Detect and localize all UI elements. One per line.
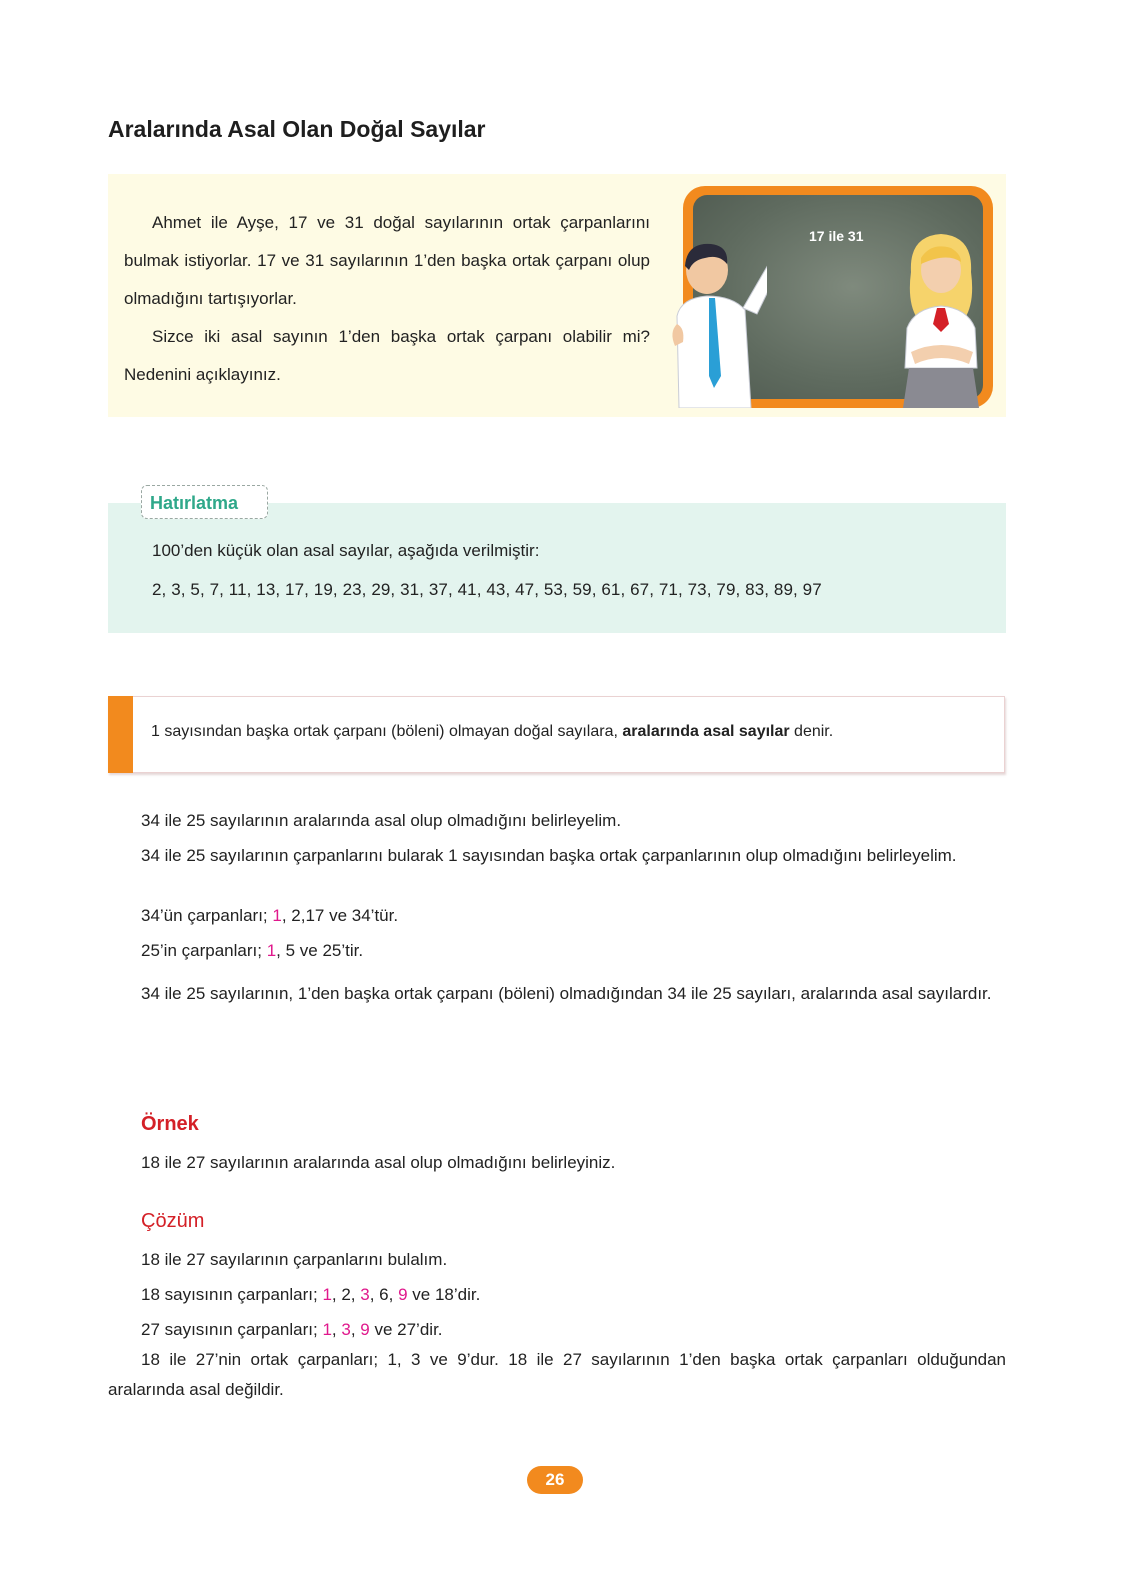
solution-conclusion — [108, 1345, 1006, 1405]
body-paragraph — [108, 841, 1006, 871]
example-heading: Örnek — [141, 1113, 199, 1135]
intro-paragraph-2: Sizce iki asal sayının 1’den başka ortak çarpanı olabilir mi? Nedenini açıklayınız. — [124, 327, 650, 384]
factors-18-sep-2: , 6, — [369, 1285, 399, 1304]
factors-27 — [141, 1320, 443, 1340]
factors-25 — [141, 941, 363, 961]
definition-text-post: denir. — [789, 723, 834, 740]
conclusion-paragraph — [108, 979, 1006, 1009]
factors-27-sep-2: , — [350, 1320, 361, 1339]
intro-text — [124, 204, 650, 394]
factors-25-highlight: 1 — [266, 941, 277, 960]
factors-18-label: 18 sayısının çarpanları; — [141, 1285, 323, 1304]
definition-box — [108, 696, 1005, 773]
solution-conclusion-text: 18 ile 27’nin ortak çarpanları; 1, 3 ve 9’dur. 18 ile 27 sayılarının 1’den başka ortak çarpanları olduğundan aralarında asal değildir. — [108, 1350, 1006, 1399]
definition-term: aralarında asal sayılar — [622, 723, 790, 740]
factors-18-rest: ve 18’dir. — [407, 1285, 481, 1304]
definition-accent-bar — [108, 696, 133, 773]
factors-25-rest: , 5 ve 25’tir. — [276, 941, 364, 960]
factors-27-hl-3: 3 — [341, 1320, 351, 1339]
page-title: Aralarında Asal Olan Doğal Sayılar — [108, 116, 486, 142]
reminder-box — [108, 503, 1006, 633]
reminder-line: 100’den küçük olan asal sayılar, aşağıda verilmiştir: — [152, 541, 540, 560]
factors-25-label: 25’in çarpanları; — [141, 941, 267, 960]
body-paragraph-text: 34 ile 25 sayılarının çarpanlarını bularak 1 sayısından başka ortak çarpanlarının olup olmadığını belirleyelim. — [141, 846, 957, 865]
factors-18 — [141, 1285, 480, 1305]
factors-27-sep-1: , — [331, 1320, 342, 1339]
factors-27-rest: ve 27’dir. — [369, 1320, 443, 1339]
factors-27-label: 27 sayısının çarpanları; — [141, 1320, 323, 1339]
chalkboard-text: 17 ile 31 — [809, 228, 864, 244]
body-line: 34 ile 25 sayılarının aralarında asal olup olmadığını belirleyelim. — [141, 811, 622, 830]
factors-18-hl-9: 9 — [398, 1285, 408, 1304]
example-question: 18 ile 27 sayılarının aralarında asal olup olmadığını belirleyiniz. — [141, 1153, 616, 1172]
intro-box — [108, 174, 1006, 417]
factors-27-hl-9: 9 — [360, 1320, 370, 1339]
factors-34-highlight: 1 — [272, 906, 282, 925]
factors-34-label: 34’ün çarpanları; — [141, 906, 273, 925]
page-number: 26 — [527, 1466, 583, 1494]
solution-line: 18 ile 27 sayılarının çarpanlarını bulalım. — [141, 1250, 448, 1269]
factors-18-hl-1: 1 — [322, 1285, 332, 1304]
factors-34 — [141, 906, 398, 926]
boy-figure-icon — [667, 236, 767, 408]
factors-27-hl-1: 1 — [322, 1320, 332, 1339]
conclusion-text: 34 ile 25 sayılarının, 1’den başka ortak çarpanı (böleni) olmadığından 34 ile 25 sayıları, aralarında asal sayılardır. — [141, 984, 992, 1003]
definition-text-pre: 1 sayısından başka ortak çarpanı (böleni) olmayan doğal sayılara, — [151, 723, 623, 740]
solution-heading: Çözüm — [141, 1210, 205, 1232]
definition-text — [151, 723, 833, 741]
factors-34-rest: , 2,17 ve 34’tür. — [281, 906, 399, 925]
reminder-tag: Hatırlatma — [141, 485, 268, 519]
primes-list: 2, 3, 5, 7, 11, 13, 17, 19, 23, 29, 31, 37, 41, 43, 47, 53, 59, 61, 67, 71, 73, 79, 83, 89, 97 — [152, 580, 822, 599]
factors-18-hl-3: 3 — [360, 1285, 370, 1304]
girl-figure-icon — [891, 228, 991, 408]
factors-18-sep-1: , 2, — [331, 1285, 361, 1304]
classroom-illustration — [673, 186, 993, 404]
intro-paragraph-1: Ahmet ile Ayşe, 17 ve 31 doğal sayılarının ortak çarpanlarını bulmak istiyorlar. 17 ve 31 sayılarının 1’den başka ortak çarpanı olup olmadığını tartışıyorlar. — [124, 213, 650, 308]
